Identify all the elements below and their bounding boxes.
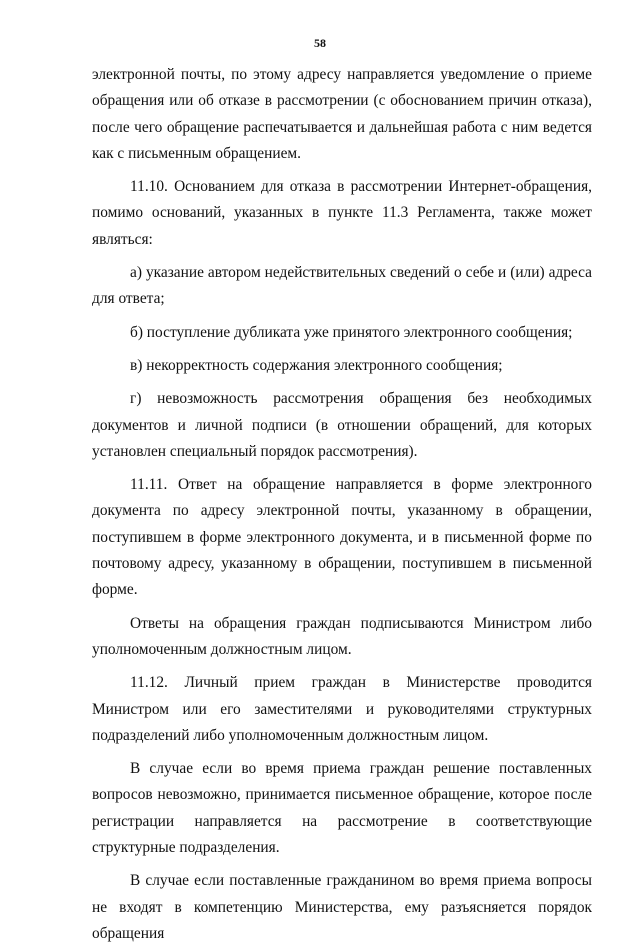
list-item-a: а) указание автором недействительных сведений о себе и (или) адреса для ответа; (92, 264, 592, 308)
document-body (92, 62, 592, 947)
list-item-b: б) поступление дубликата уже принятого электронного сообщения; (130, 323, 573, 341)
paragraph-11-12: 11.12. Личный прием граждан в Министерстве проводится Министром или его заместителями и руководителями структурных подразделений либо уполномоченным должностным лицом. (92, 674, 592, 744)
page-number: 58 (314, 36, 326, 50)
paragraph-continuation: электронной почты, по этому адресу направляется уведомление о приеме обращения или об отказе в рассмотрении (с обоснованием причин отказа), после чего обращение распечатывается и дальнейшая работа с ним ведется как с письменным обращением. (92, 66, 592, 162)
paragraph-written-appeal: В случае если во время приема граждан решение поставленных вопросов невозможно, принимается письменное обращение, которое после регистрации направляется на рассмотрение в соответствующие структурные подразделения. (92, 760, 592, 857)
list-item-g: г) невозможность рассмотрения обращения без необходимых документов и личной подписи (в отношении обращений, для которых установлен специальный порядок рассмотрения). (92, 390, 592, 460)
paragraph-11-10: 11.10. Основанием для отказа в рассмотрении Интернет-обращения, помимо оснований, указанных в пункте 11.3 Регламента, также может являться: (92, 178, 592, 248)
list-item-v: в) некорректность содержания электронного сообщения; (130, 356, 503, 374)
paragraph-competence: В случае если поставленные гражданином во время приема вопросы не входят в компетенцию Министерства, ему разъясняется порядок обращения (92, 872, 592, 942)
paragraph-11-11: 11.11. Ответ на обращение направляется в форме электронного документа по адресу электронной почты, указанному в обращении, поступившем в форме электронного документа, и в письменной форме по почтовому адресу, указанному в обращении, поступившем в письменной форме. (92, 476, 592, 599)
paragraph-answers-signed: Ответы на обращения граждан подписываются Министром либо уполномоченным должностным лицом. (92, 614, 592, 658)
